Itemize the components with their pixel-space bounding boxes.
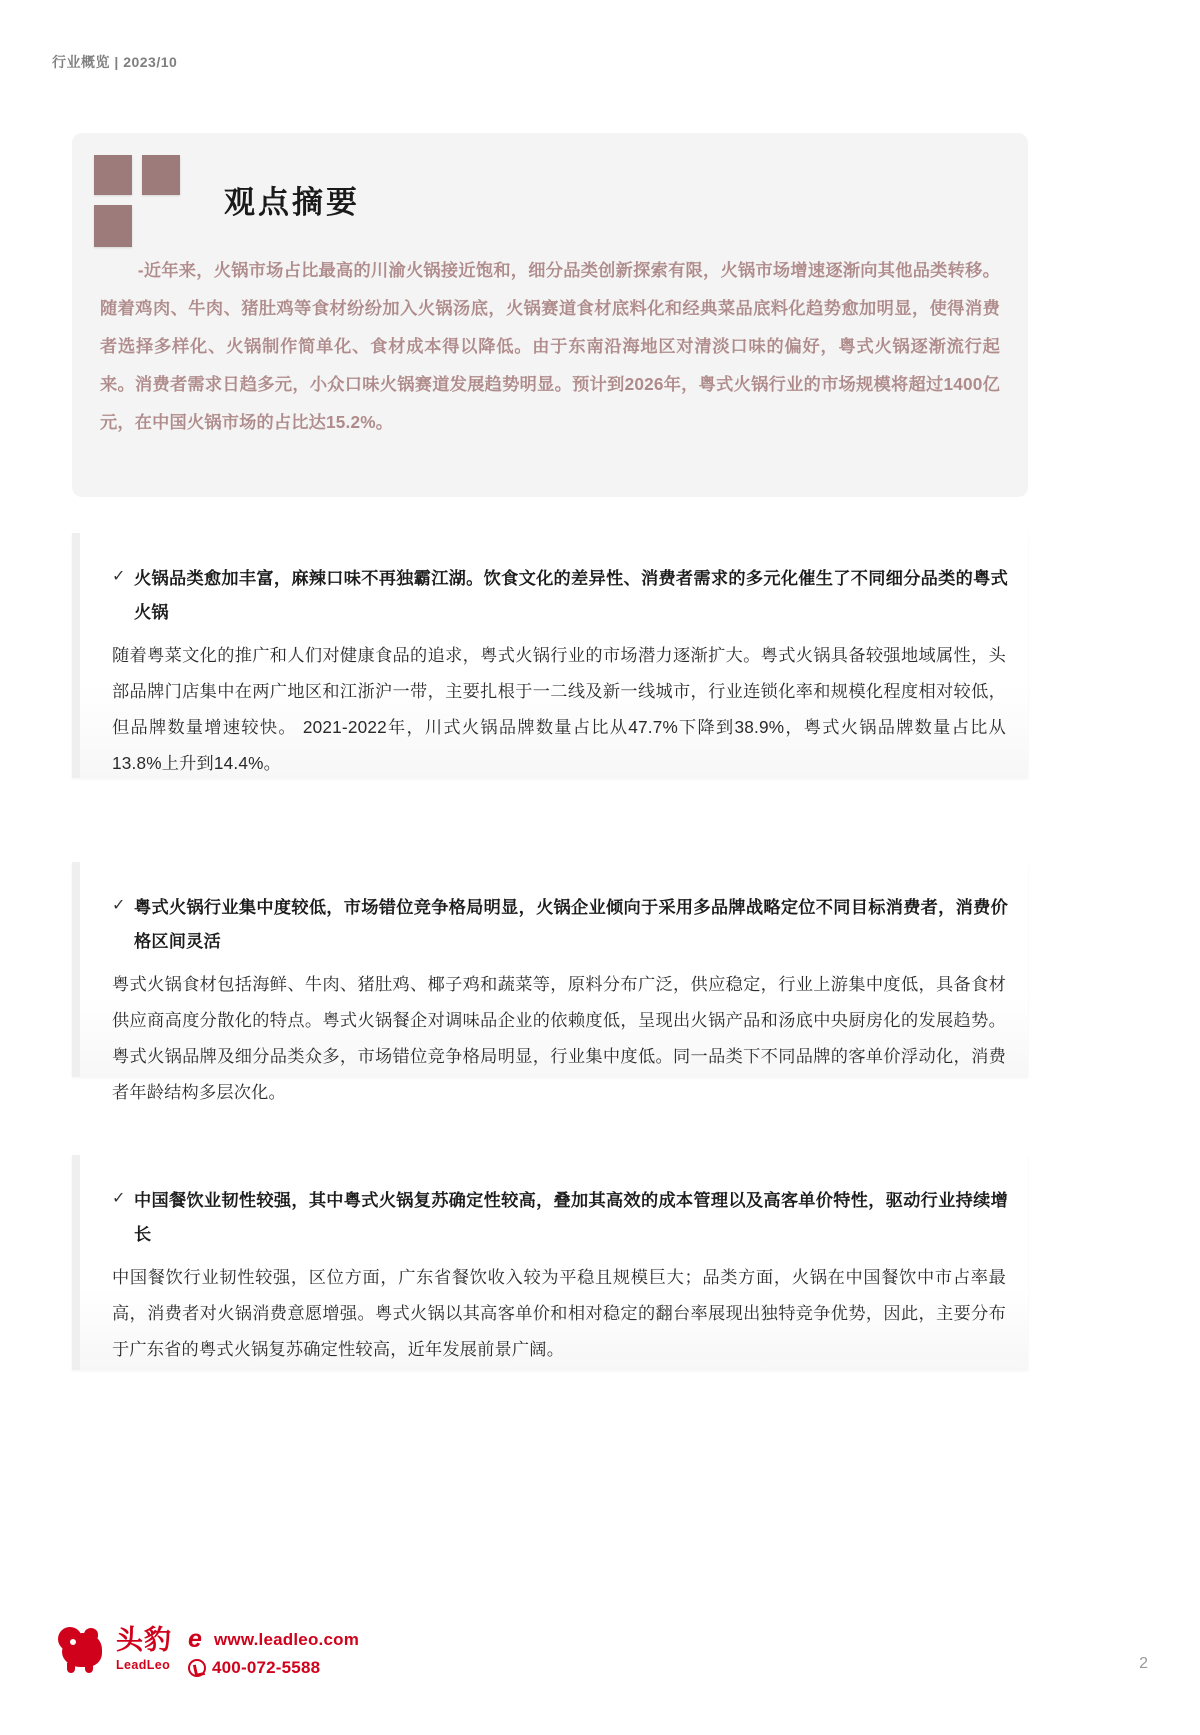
square-bottom-left	[94, 205, 132, 247]
square-top-right	[142, 155, 180, 195]
page-number: 2	[1139, 1655, 1148, 1672]
point-card	[72, 1155, 1028, 1370]
point-card-heading: 中国餐饮业韧性较强，其中粤式火锅复苏确定性较高，叠加其高效的成本管理以及高客单价特性，驱动行业持续增长	[134, 1190, 1008, 1244]
point-card-heading: 火锅品类愈加丰富，麻辣口味不再独霸江湖。饮食文化的差异性、消费者需求的多元化催生了不同细分品类的粤式火锅	[134, 568, 1008, 622]
lion-leg-shape	[67, 1663, 75, 1673]
point-card-body: 随着粤菜文化的推广和人们对健康食品的追求，粤式火锅行业的市场潜力逐渐扩大。粤式火锅具备较强地域属性，头部品牌门店集中在两广地区和江浙沪一带，主要扎根于一二线及新一线城市，行业连锁化率和规模化程度相对较低，但品牌数量增速较快。 2021-2022年，川式火锅品牌数量占比从47.7%下降到38.9%，粤式火锅品牌数量占比从13.8%上升到14.4%。	[112, 645, 1006, 773]
brand-name-cn: 头豹	[116, 1625, 172, 1655]
point-card	[72, 862, 1028, 1102]
three-squares-icon	[94, 155, 186, 247]
phone-row	[188, 1657, 320, 1679]
lion-leg-shape	[85, 1663, 93, 1673]
website-link[interactable]: www.leadleo.com	[214, 1630, 360, 1649]
check-mark-icon: ✓	[112, 897, 126, 914]
brand-name-en: LeadLeo	[116, 1658, 171, 1672]
page-title: 观点摘要	[224, 185, 360, 220]
phone-icon	[188, 1659, 206, 1677]
check-mark-icon: ✓	[112, 1190, 126, 1207]
point-card-body: 中国餐饮行业韧性较强，区位方面，广东省餐饮收入较为平稳且规模巨大；品类方面，火锅在中国餐饮中市占率最高，消费者对火锅消费意愿增强。粤式火锅以其高客单价和相对稳定的翻台率展现出独特竞争优势，因此，主要分布于广东省的粤式火锅复苏确定性较高，近年发展前景广阔。	[112, 1267, 1006, 1359]
phone-number: 400-072-5588	[212, 1658, 321, 1677]
lion-eye-shape	[70, 1639, 76, 1645]
point-card-heading-row	[112, 890, 1008, 958]
point-card-heading: 粤式火锅行业集中度较低，市场错位竞争格局明显，火锅企业倾向于采用多品牌战略定位不同目标消费者，消费价格区间灵活	[134, 897, 1008, 951]
summary-body-text: -近年来，火锅市场占比最高的川渝火锅接近饱和，细分品类创新探索有限，火锅市场增速逐渐向其他品类转移。随着鸡肉、牛肉、猪肚鸡等食材纷纷加入火锅汤底，火锅赛道食材底料化和经典菜品底料化趋势愈加明显，使得消费者选择多样化、火锅制作简单化、食材成本得以降低。由于东南沿海地区对清淡口味的偏好，粤式火锅逐渐流行起来。消费者需求日趋多元，小众口味火锅赛道发展趋势明显。预计到2026年，粤式火锅行业的市场规模将超过1400亿元，在中国火锅市场的占比达15.2%。	[100, 260, 1000, 432]
summary-title-row	[94, 155, 494, 245]
square-top-left	[94, 155, 132, 195]
check-mark-icon: ✓	[112, 568, 126, 585]
point-card-body: 粤式火锅食材包括海鲜、牛肉、猪肚鸡、椰子鸡和蔬菜等，原料分布广泛，供应稳定，行业上游集中度低，具备食材供应商高度分散化的特点。粤式火锅餐企对调味品企业的依赖度低，呈现出火锅产品和汤底中央厨房化的发展趋势。粤式火锅品牌及细分品类众多，市场错位竞争格局明显，行业集中度低。同一品类下不同品牌的客单价浮动化，消费者年龄结构多层次化。	[112, 974, 1006, 1102]
footer	[58, 1625, 478, 1689]
point-card-heading-row	[112, 561, 1008, 629]
summary-panel	[72, 133, 1028, 497]
point-card-heading-row	[112, 1183, 1008, 1251]
leadleo-lion-icon	[58, 1627, 110, 1675]
e-mark-icon: e	[188, 1625, 202, 1653]
page-header-breadcrumb: 行业概览 | 2023/10	[52, 54, 178, 70]
lion-ear-shape	[84, 1628, 98, 1641]
point-card	[72, 533, 1028, 778]
